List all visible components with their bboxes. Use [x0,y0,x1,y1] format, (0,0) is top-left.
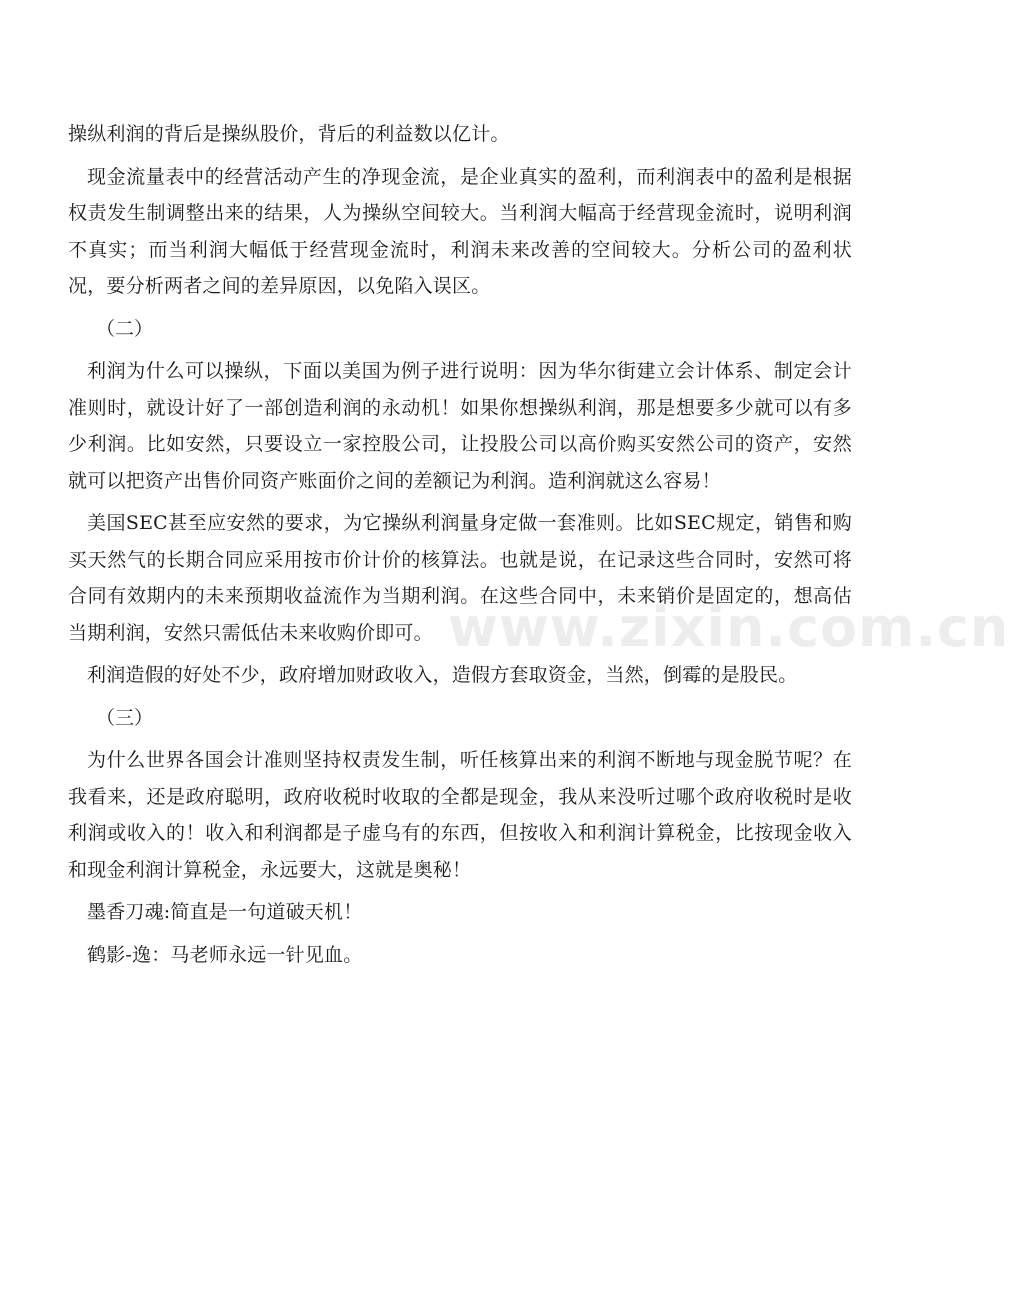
paragraph-sec: 美国SEC甚至应安然的要求，为它操纵利润量身定做一套准则。比如SEC规定，销售和购买天然气的长期合同应采用按市价计价的核算法。也就是说，在记录这些合同时，安然可将合同有效期内的未来预期收益流作为当期利润。在这些合同中，未来销价是固定的，想高估当期利润，安然只需低估未来收购价即可。 [68,512,852,644]
paragraph-benefits: 利润造假的好处不少，政府增加财政收入，造假方套取资金，当然，倒霉的是股民。 [87,664,798,686]
document-body [68,116,852,979]
paragraph-manipulation: 利润为什么可以操纵，下面以美国为例子进行说明：因为华尔街建立会计体系、制定会计准则时，就设计好了一部创造利润的永动机！如果你想操纵利润，那是想要多少就可以有多少利润。比如安然，只要设立一家控股公司，让投股公司以高价购买安然公司的资产，安然就可以把资产出售价同资产账面价之间的差额记为利润。造利润就这么容易！ [68,360,852,492]
watermark: www.zixin.com.cn [448,596,1009,659]
paragraph-cashflow: 现金流量表中的经营活动产生的净现金流，是企业真实的盈利，而利润表中的盈利是根据权责发生制调整出来的结果，人为操纵空间较大。当利润大幅高于经营现金流时，说明利润不真实；而当利润大幅低于经营现金流时，利润未来改善的空间较大。分析公司的盈利状况，要分析两者之间的差异原因，以免陷入误区。 [68,165,852,297]
section-heading-two: （二） [96,317,154,340]
paragraph-intro: 操纵利润的背后是操纵股价，背后的利益数以亿计。 [68,123,510,145]
comment-moxiang: 墨香刀魂:简直是一句道破天机！ [87,901,363,923]
comment-heying: 鹤影-逸：马老师永远一针见血。 [87,943,363,966]
section-heading-three: （三） [96,706,154,729]
paragraph-accrual: 为什么世界各国会计准则坚持权责发生制，听任核算出来的利润不断地与现金脱节呢？在我看来，还是政府聪明，政府收税时收取的全都是现金，我从来没听过哪个政府收税时是收利润或收入的！收入和利润都是子虚乌有的东西，但按收入和利润计算税金，比按现金收入和现金利润计算税金，永远要大，这就是奥秘！ [68,749,852,881]
